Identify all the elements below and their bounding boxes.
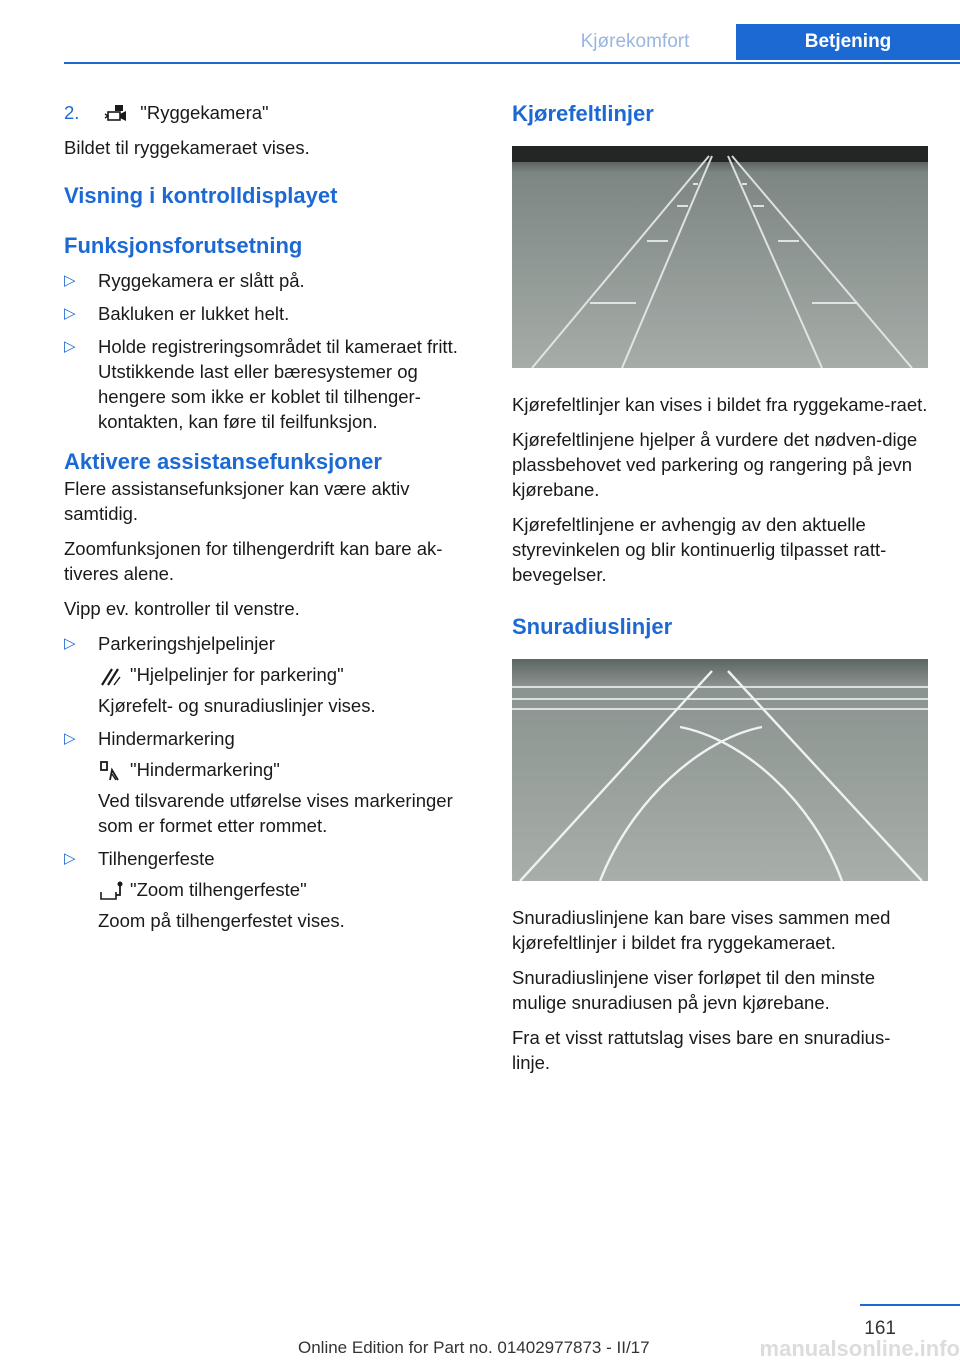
list-item: ▷ Holde registreringsområdet til kameraet fritt. Utstikkende last eller bæresystemer og hengere som ikke er koblet til tilhenger-kontakten, kan føre til feilfunksjon.	[64, 336, 458, 433]
list-item	[64, 726, 482, 838]
step-2	[64, 100, 482, 125]
turn-paragraph: Fra et visst rattutslag vises bare en snuradius-linje.	[512, 1027, 891, 1073]
step-label: "Ryggekamera"	[140, 102, 269, 123]
function-menu-label: "Zoom tilhengerfeste"	[130, 879, 307, 901]
lane-lines-camera-image	[512, 146, 928, 368]
function-list	[64, 631, 482, 933]
left-column	[64, 100, 482, 941]
watermark: manualsonline.info	[759, 1336, 960, 1361]
step-result: Bildet til ryggekameraet vises.	[64, 137, 310, 159]
lane-paragraph: Kjørefeltlinjene hjelper å vurdere det nødven-dige plassbehovet ved parkering og rangering på jevn kjørebane.	[512, 429, 918, 500]
triangle-bullet-icon: ▷	[64, 272, 76, 290]
parking-lines-icon	[98, 665, 124, 687]
rear-camera-icon	[103, 103, 129, 125]
list-item	[64, 846, 482, 933]
list-item: ▷ Bakluken er lukket helt.	[64, 303, 290, 325]
triangle-bullet-icon: ▷	[64, 635, 76, 653]
triangle-bullet-icon: ▷	[64, 850, 76, 868]
list-item	[64, 631, 482, 718]
obstacle-marking-icon	[98, 760, 124, 782]
lane-paragraph: Kjørefeltlinjene er avhengig av den aktuelle styrevinkelen og blir kontinuerlig tilpasset ratt-bevegelser.	[512, 514, 887, 585]
function-description: Ved tilsvarende utførelse vises markeringer som er formet etter rommet.	[98, 790, 453, 837]
page-header	[64, 24, 960, 64]
triangle-bullet-icon: ▷	[64, 305, 76, 323]
function-menu-line	[98, 877, 482, 902]
footer-rule	[860, 1304, 960, 1306]
function-menu-label: "Hindermarkering"	[130, 759, 280, 781]
heading-display: Visning i kontrolldisplayet	[64, 183, 338, 209]
function-menu-label: "Hjelpelinjer for parkering"	[130, 664, 344, 686]
prerequisite-list	[64, 268, 482, 434]
heading-lane-lines: Kjørefeltlinjer	[512, 101, 654, 126]
function-description: Zoom på tilhengerfestet vises.	[98, 910, 345, 932]
edition-note: Online Edition for Part no. 01402977873 - II/17	[298, 1338, 650, 1357]
function-title: Tilhengerfeste	[98, 848, 215, 870]
function-title: Parkeringshjelpelinjer	[98, 633, 275, 655]
assist-paragraph: Flere assistansefunksjoner kan være aktiv samtidig.	[64, 478, 410, 525]
triangle-bullet-icon: ▷	[64, 338, 76, 356]
heading-prerequisite: Funksjonsforutsetning	[64, 233, 303, 259]
turn-radius-camera-image	[512, 659, 928, 881]
lane-paragraph: Kjørefeltlinjer kan vises i bildet fra ryggekame-raet.	[512, 394, 928, 415]
function-menu-line	[98, 757, 482, 782]
function-description: Kjørefelt- og snuradiuslinjer vises.	[98, 695, 376, 717]
turn-paragraph: Snuradiuslinjene kan bare vises sammen med kjørefeltlinjer i bildet fra ryggekameraet.	[512, 907, 891, 953]
function-title: Hindermarkering	[98, 728, 235, 750]
right-column	[512, 100, 928, 1085]
assist-paragraph: Vipp ev. kontroller til venstre.	[64, 598, 300, 620]
turn-paragraph: Snuradiuslinjene viser forløpet til den minste mulige snuradiusen på jevn kjørebane.	[512, 967, 875, 1013]
list-item: ▷ Ryggekamera er slått på.	[64, 270, 305, 292]
section-tab-betjening[interactable]: Betjening	[736, 24, 960, 60]
page-number: 161	[864, 1318, 896, 1339]
function-menu-line	[98, 662, 482, 687]
heading-assist: Aktivere assistansefunksjoner	[64, 449, 382, 475]
section-tab-kjorekomfort[interactable]: Kjørekomfort	[580, 31, 690, 52]
assist-paragraph: Zoomfunksjonen for tilhengerdrift kan bare ak-tiveres alene.	[64, 538, 443, 585]
step-number: 2.	[64, 102, 80, 123]
triangle-bullet-icon: ▷	[64, 730, 76, 748]
trailer-hitch-icon	[98, 880, 124, 902]
heading-turn-radius-lines: Snuradiuslinjer	[512, 614, 673, 639]
